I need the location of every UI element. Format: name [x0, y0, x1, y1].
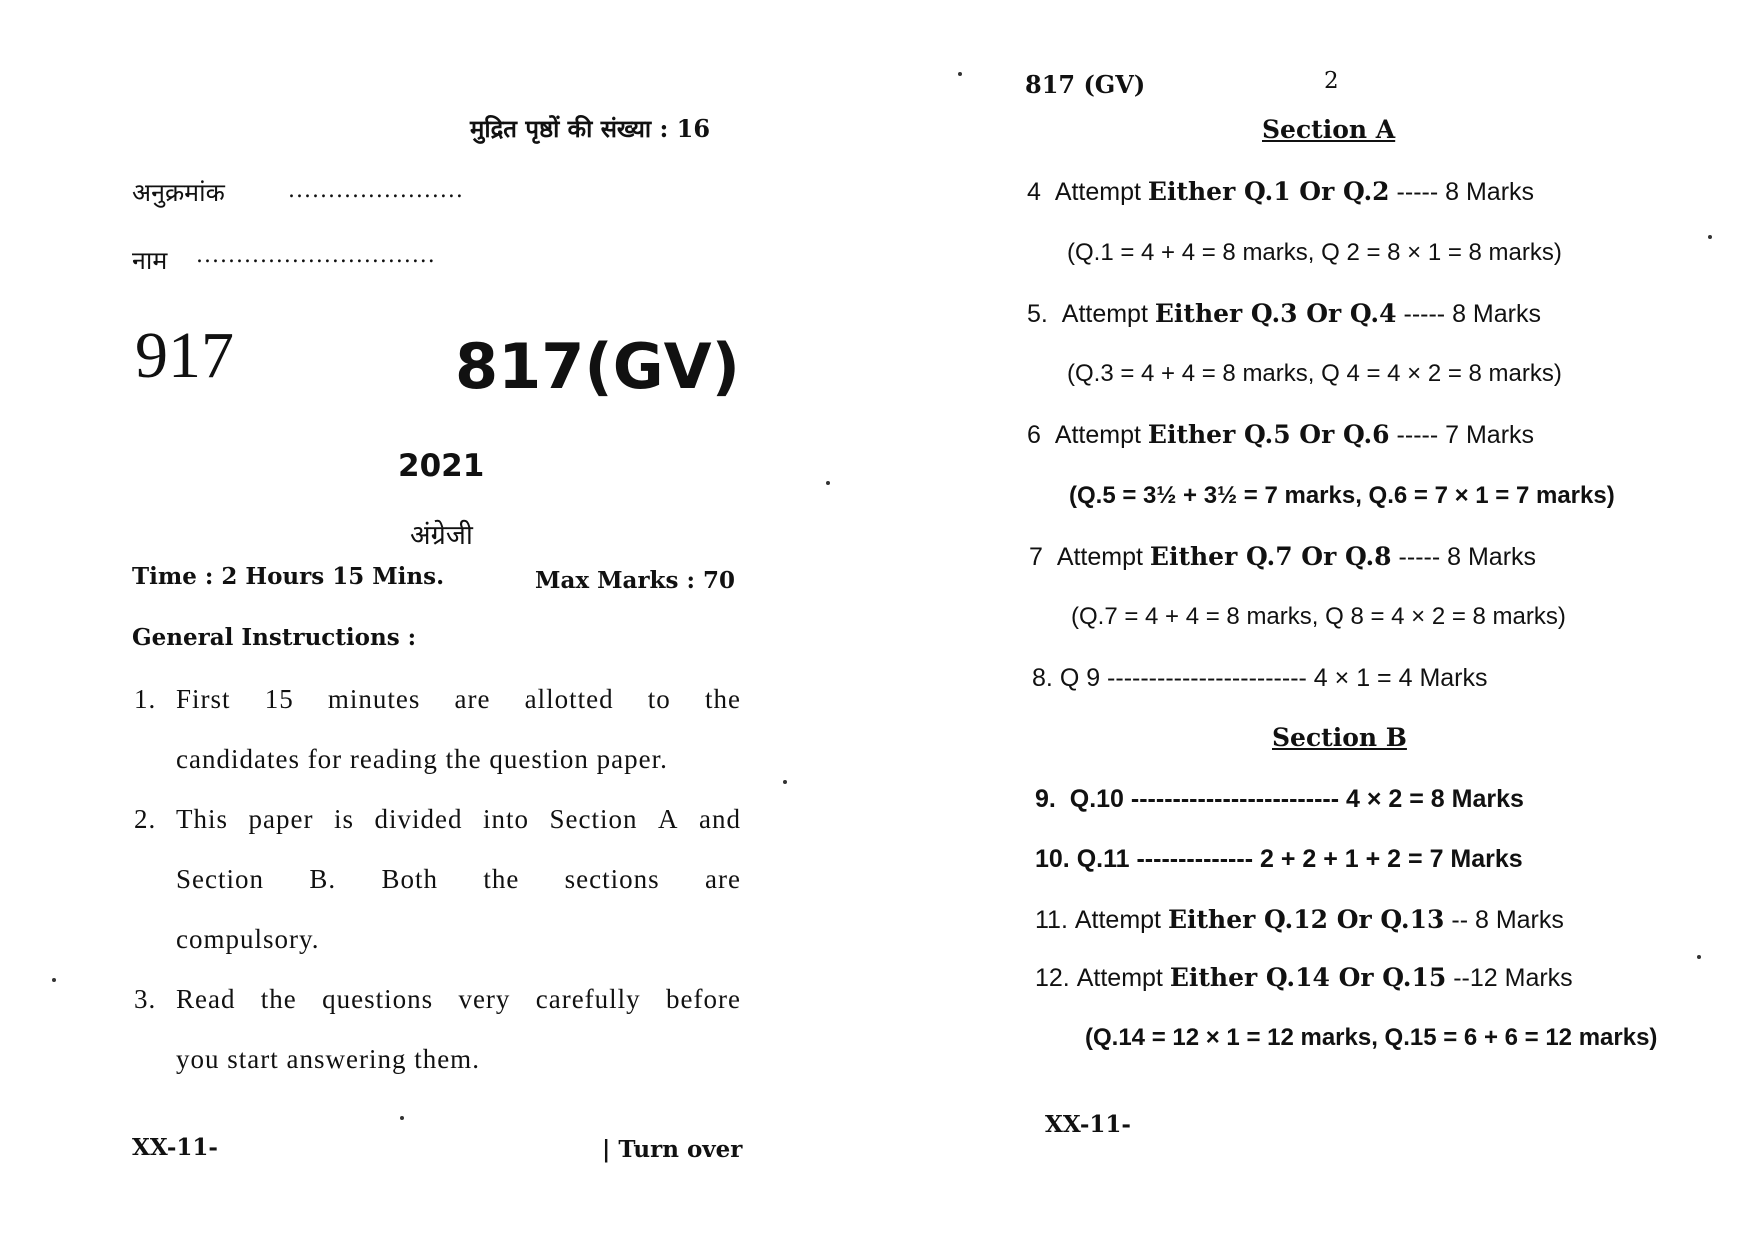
name-field: ..............................: [196, 243, 436, 268]
marks-row: 12. Attempt Either Q.14 Or Q.15 --12 Marks: [1035, 963, 1573, 992]
marks-row: 4 Attempt Either Q.1 Or Q.2 ----- 8 Marks: [1027, 177, 1535, 206]
scan-speck: [1708, 235, 1712, 239]
instruction-line: This paper is divided into Section A and: [176, 804, 741, 834]
scan-speck: [1697, 955, 1701, 959]
instruction-number: 3.: [134, 984, 157, 1014]
marks-row: 6 Attempt Either Q.5 Or Q.6 ----- 7 Marks: [1027, 420, 1535, 449]
instruction-number: 1.: [134, 684, 157, 714]
roll-number-field: ......................: [288, 178, 464, 203]
marks-breakdown: (Q.14 = 12 × 1 = 12 marks, Q.15 = 6 + 6 = 12 marks): [1085, 1024, 1658, 1051]
printed-pages-count: मुद्रित पृष्ठों की संख्या : 16: [470, 114, 711, 143]
marks-row: 10. Q.11 -------------- 2 + 2 + 1 + 2 = 7 Marks: [1035, 845, 1523, 873]
marks-breakdown: (Q.5 = 3½ + 3½ = 7 marks, Q.6 = 7 × 1 = 7 marks): [1069, 482, 1615, 509]
paper-code: 817(GV): [455, 330, 740, 403]
footer-code: XX-11-: [132, 1134, 218, 1161]
instruction-line: Read the questions very carefully before: [176, 984, 741, 1014]
exam-year: 2021: [398, 448, 485, 484]
section-a-heading: Section A: [1262, 115, 1396, 144]
instruction-line: Section B. Both the sections are: [176, 864, 741, 894]
marks-row: 5. Attempt Either Q.3 Or Q.4 ----- 8 Marks: [1027, 299, 1541, 328]
header-code: 817 (GV): [1025, 70, 1146, 99]
marks-row: 9. Q.10 ------------------------- 4 × 2 = 8 Marks: [1035, 785, 1524, 813]
instruction-number: 2.: [134, 804, 157, 834]
marks-breakdown: (Q.7 = 4 + 4 = 8 marks, Q 8 = 4 × 2 = 8 marks): [1071, 603, 1566, 630]
marks-breakdown: (Q.3 = 4 + 4 = 8 marks, Q 4 = 4 × 2 = 8 marks): [1067, 360, 1562, 387]
turn-over-label: | Turn over: [602, 1136, 743, 1163]
scan-speck: [783, 780, 787, 784]
page-number: 2: [1324, 68, 1339, 94]
instruction-line: compulsory.: [176, 924, 320, 954]
exam-time: Time : 2 Hours 15 Mins.: [132, 563, 445, 590]
instruction-line: candidates for reading the question paper.: [176, 744, 668, 774]
scan-speck: [400, 1116, 404, 1120]
marks-row: 11. Attempt Either Q.12 Or Q.13 -- 8 Marks: [1035, 905, 1564, 934]
max-marks: Max Marks : 70: [535, 567, 735, 594]
marks-row: 7 Attempt Either Q.7 Or Q.8 ----- 8 Marks: [1029, 542, 1537, 571]
scan-speck: [826, 481, 830, 485]
scan-speck: [52, 978, 56, 982]
marks-row: 8. Q 9 ------------------------ 4 × 1 = 4 Marks: [1032, 664, 1488, 692]
right-page: [877, 0, 1754, 1241]
marks-breakdown: (Q.1 = 4 + 4 = 8 marks, Q 2 = 8 × 1 = 8 marks): [1067, 239, 1562, 266]
instruction-line: First 15 minutes are allotted to the: [176, 684, 741, 714]
instruction-line: you start answering them.: [176, 1044, 480, 1074]
name-label: नाम: [132, 246, 168, 275]
footer-code: XX-11-: [1045, 1111, 1131, 1138]
subject-title: अंग्रेजी: [410, 520, 473, 551]
paper-number: 917: [135, 319, 234, 392]
instructions-heading: General Instructions :: [132, 624, 417, 651]
scan-speck: [958, 72, 962, 76]
section-b-heading: Section B: [1272, 723, 1407, 752]
roll-number-label: अनुक्रमांक: [132, 178, 225, 207]
